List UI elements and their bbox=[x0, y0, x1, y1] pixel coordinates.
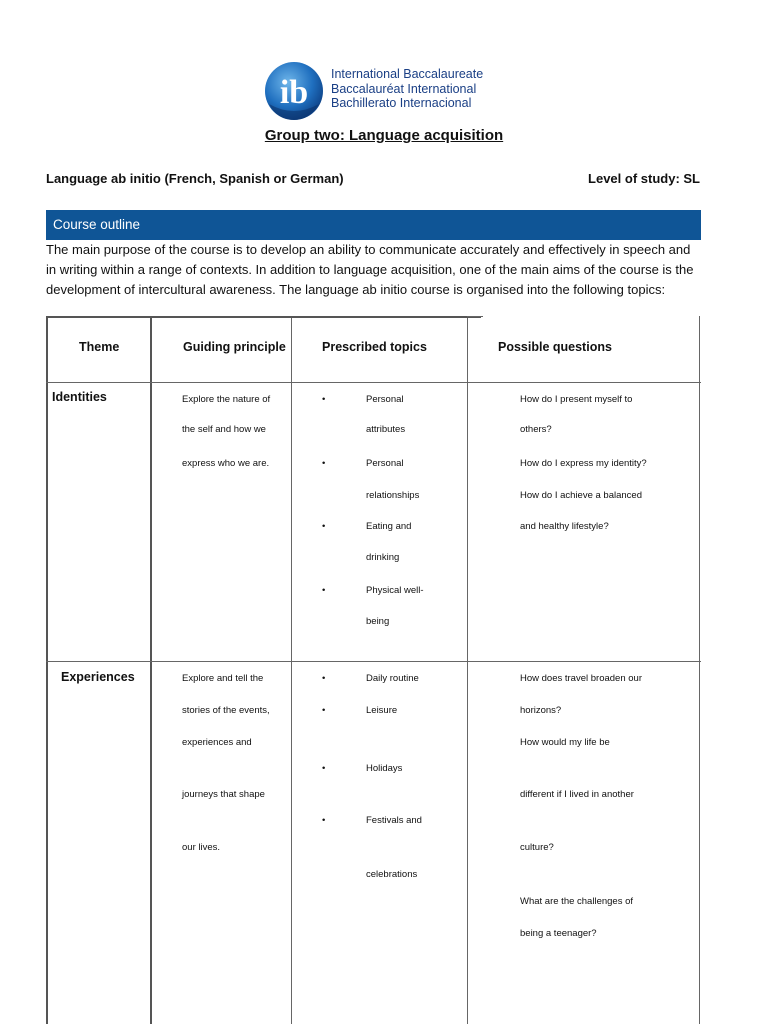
principle-line: Explore and tell the bbox=[182, 673, 264, 684]
svg-text:ib: ib bbox=[279, 74, 309, 111]
principle-line: journeys that shape bbox=[182, 789, 265, 800]
column-header-prescribed-topics: Prescribed topics bbox=[322, 340, 427, 354]
course-name: Language ab initio (French, Spanish or German) bbox=[46, 171, 344, 186]
topic-line: drinking bbox=[366, 552, 400, 563]
topic-bullet: • bbox=[322, 521, 326, 532]
topic-line: Eating and bbox=[366, 521, 412, 532]
table-column-divider bbox=[291, 316, 292, 1024]
principle-line: express who we are. bbox=[182, 458, 270, 469]
intro-line: development of intercultural awareness. The language ab initio course is organised into the following topics: bbox=[46, 282, 666, 297]
topic-line: Festivals and bbox=[366, 815, 422, 826]
question-line: How would my life be bbox=[520, 737, 610, 748]
intro-line: in writing within a range of contexts. In addition to language acquisition, one of the main aims of the course is the bbox=[46, 262, 694, 277]
intro-paragraph bbox=[46, 240, 706, 300]
logo-line-english: International Baccalaureate bbox=[331, 67, 484, 81]
topic-line: attributes bbox=[366, 424, 406, 435]
principle-line: Explore the nature of bbox=[182, 394, 271, 405]
topic-line: relationships bbox=[366, 490, 420, 501]
logo-text bbox=[331, 67, 483, 111]
table-row-divider bbox=[46, 661, 701, 662]
topic-line: Holidays bbox=[366, 763, 403, 774]
principle-line: our lives. bbox=[182, 842, 221, 853]
topic-bullet: • bbox=[322, 705, 326, 716]
table-header-divider bbox=[46, 382, 701, 383]
ib-logo-icon bbox=[263, 60, 325, 122]
logo-line-french: Baccalauréat International bbox=[331, 81, 477, 96]
topic-line: Daily routine bbox=[366, 673, 419, 684]
table-border-right bbox=[699, 316, 700, 1024]
column-header-possible-questions: Possible questions bbox=[498, 340, 612, 354]
question-line: others? bbox=[520, 424, 552, 435]
topic-line: Personal bbox=[366, 458, 404, 469]
intro-line: The main purpose of the course is to develop an ability to communicate accurately and effectively in speech and bbox=[46, 242, 691, 257]
topic-line: Physical well- bbox=[366, 585, 424, 596]
document-title: Group two: Language acquisition bbox=[264, 127, 504, 144]
topic-bullet: • bbox=[322, 458, 326, 469]
theme-experiences: Experiences bbox=[61, 670, 135, 684]
column-header-theme: Theme bbox=[79, 340, 120, 354]
topic-bullet: • bbox=[322, 815, 326, 826]
topics-table bbox=[46, 316, 701, 1024]
column-header-guiding-principle: Guiding principle bbox=[183, 340, 286, 354]
topic-line: celebrations bbox=[366, 869, 418, 880]
question-line: What are the challenges of bbox=[520, 896, 634, 907]
logo-line-spanish: Bachillerato Internacional bbox=[331, 96, 472, 110]
topic-line: Personal bbox=[366, 394, 404, 405]
topic-line: Leisure bbox=[366, 705, 398, 716]
principle-line: experiences and bbox=[182, 737, 252, 748]
question-line: being a teenager? bbox=[520, 928, 597, 939]
topic-bullet: • bbox=[322, 585, 326, 596]
table-border-top bbox=[46, 316, 481, 318]
topic-bullet: • bbox=[322, 673, 326, 684]
principle-line: the self and how we bbox=[182, 424, 266, 435]
table-column-divider bbox=[467, 316, 468, 1024]
question-line: and healthy lifestyle? bbox=[520, 521, 609, 532]
question-line: How do I achieve a balanced bbox=[520, 490, 642, 501]
table-border-left bbox=[46, 316, 48, 1024]
question-line: How do I express my identity? bbox=[520, 458, 647, 469]
section-header-course-outline: Course outline bbox=[46, 210, 701, 240]
topic-bullet: • bbox=[322, 763, 326, 774]
question-line: different if I lived in another bbox=[520, 789, 634, 800]
table-border-top-stub bbox=[467, 316, 483, 317]
level-of-study: Level of study: SL bbox=[588, 171, 700, 186]
question-line: How do I present myself to bbox=[520, 394, 633, 405]
table-column-divider bbox=[150, 316, 152, 1024]
question-line: horizons? bbox=[520, 705, 562, 716]
question-line: How does travel broaden our bbox=[520, 673, 642, 684]
topic-bullet: • bbox=[322, 394, 326, 405]
ib-logo bbox=[263, 60, 503, 122]
topic-line: being bbox=[366, 616, 390, 627]
theme-identities: Identities bbox=[52, 390, 107, 404]
question-line: culture? bbox=[520, 842, 554, 853]
principle-line: stories of the events, bbox=[182, 705, 270, 716]
